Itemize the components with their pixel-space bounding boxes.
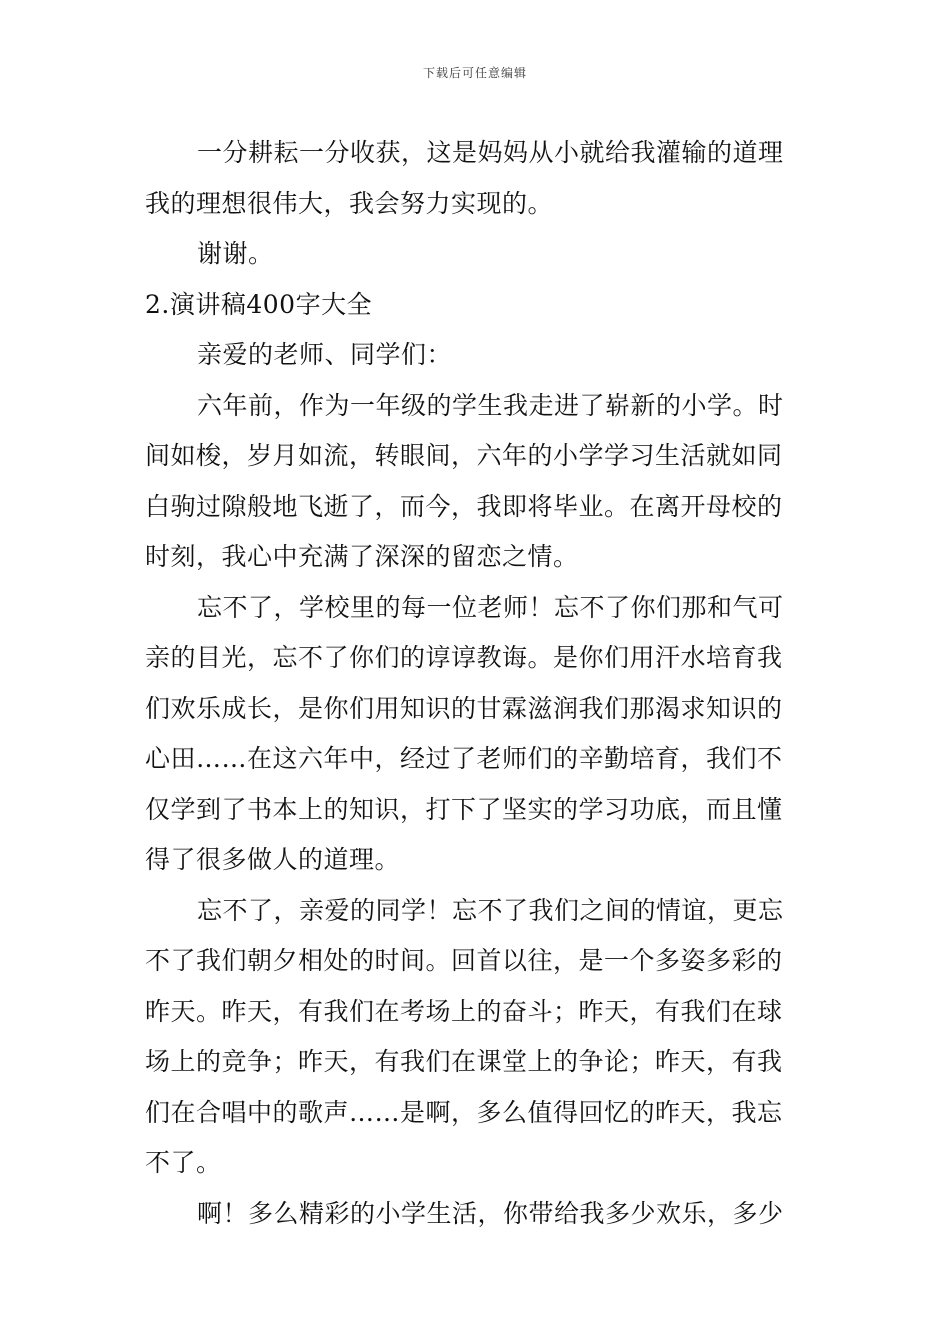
text-line: 心田……在这六年中，经过了老师们的辛勤培育，我们不 bbox=[145, 744, 783, 773]
header-note: 下载后可任意编辑 bbox=[422, 66, 527, 80]
text-line: 得了很多做人的道理。 bbox=[145, 845, 401, 874]
text-line: 忘不了，学校里的每一位老师！忘不了你们那和气可 bbox=[197, 592, 784, 622]
text-line: 仅学到了书本上的知识，打下了坚实的学习功底，而且懂 bbox=[145, 794, 783, 824]
text-line: 一分耕耘一分收获，这是妈妈从小就给我灌输的道理 bbox=[197, 138, 784, 167]
text-line: 亲的目光，忘不了你们的谆谆教诲。是你们用汗水培育我 bbox=[145, 643, 783, 672]
salutation: 亲爱的老师、同学们： bbox=[197, 340, 453, 369]
text-line: 们欢乐成长，是你们用知识的甘霖滋润我们那渴求知识的 bbox=[145, 693, 783, 723]
document-body bbox=[145, 128, 810, 1239]
text-line: 不了我们朝夕相处的时间。回首以往，是一个多姿多彩的 bbox=[145, 946, 783, 975]
text-line: 们在合唱中的歌声……是啊，多么值得回忆的昨天，我忘 bbox=[145, 1097, 783, 1127]
text-line: 白驹过隙般地飞逝了，而今，我即将毕业。在离开母校的 bbox=[145, 491, 783, 521]
text-line: 忘不了，亲爱的同学！忘不了我们之间的情谊，更忘 bbox=[197, 895, 784, 925]
text-line: 昨天。昨天，有我们在考场上的奋斗；昨天，有我们在球 bbox=[145, 996, 783, 1026]
text-line: 时刻，我心中充满了深深的留恋之情。 bbox=[145, 542, 579, 571]
text-line: 场上的竞争；昨天，有我们在课堂上的争论；昨天，有我 bbox=[145, 1047, 783, 1076]
text-line: 啊！多么精彩的小学生活，你带给我多少欢乐，多少 bbox=[197, 1198, 784, 1228]
text-line: 不了。 bbox=[145, 1148, 222, 1177]
text-line: 六年前，作为一年级的学生我走进了崭新的小学。时 bbox=[197, 390, 784, 420]
text-line: 间如梭，岁月如流，转眼间，六年的小学学习生活就如同 bbox=[145, 441, 783, 470]
text-line: 我的理想很伟大，我会努力实现的。 bbox=[145, 188, 554, 218]
section-heading: 2.演讲稿400字大全 bbox=[145, 289, 373, 319]
text-line: 谢谢。 bbox=[197, 239, 274, 268]
